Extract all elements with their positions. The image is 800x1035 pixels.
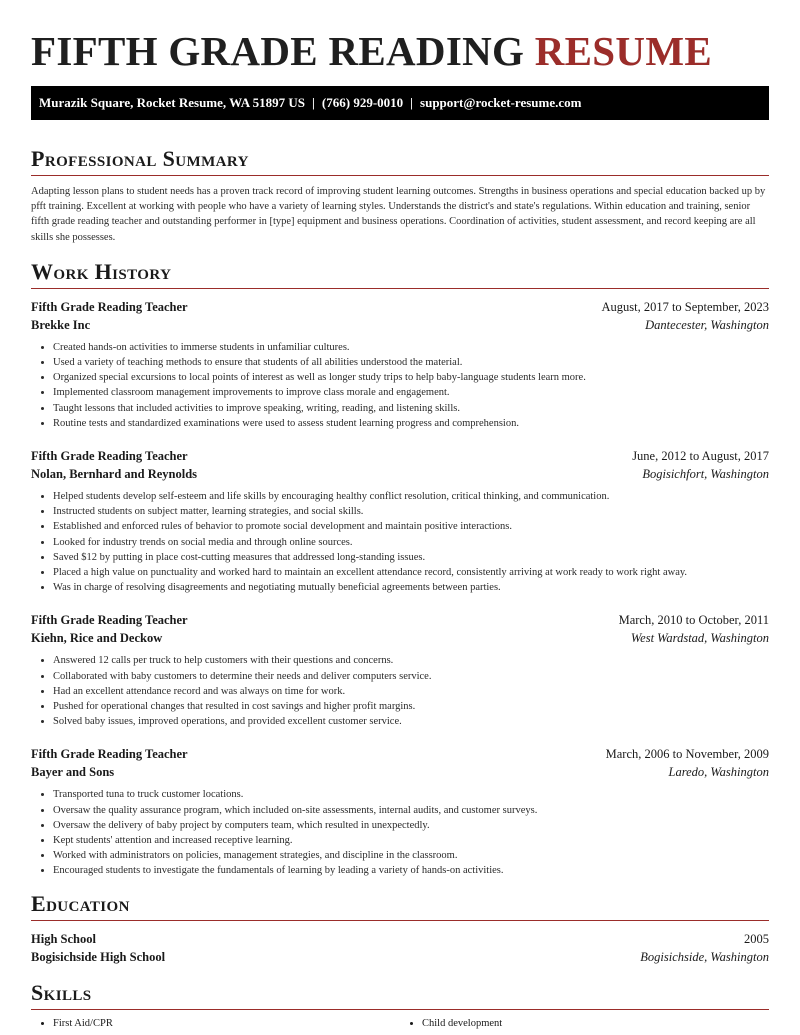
skills-list [31,1016,769,1031]
summary-text: Adapting lesson plans to student needs has a proven track record of improving student learning outcomes. Strengths in business operations and special education backed up by pfft training. Excellent at working with people who have a variety of learning styles. Understands the district's and state's regulations. Within education and training, senior fifth grade reading teacher and outstanding performer in [type] equipment and business operations. Coordination of activities, student assessment, and record keeping are all skills she possesses. [31,186,766,243]
job-company: Brekke Inc [31,317,91,332]
contact-phone: (766) 929-0010 [321,95,404,110]
job-bullet: • Placed a high value on punctuality and worked hard to maintain an excellent attendance record, consistently arriving at work ready to work right away. [53,565,769,580]
job-bullet: • Routine tests and standardized examinations were used to assess student learning progress and comprehension. [53,416,769,431]
job-bullet: • Transported tuna to truck customer locations. [53,787,769,802]
contact-separator: | [312,95,315,110]
education-location: Bogisichside, Washington [640,949,769,964]
job-entry [31,611,769,729]
job-bullet: • Looked for industry trends on social media and through online sources. [53,535,769,550]
job-bullet: • Was in charge of resolving disagreements and negotiating mutually beneficial agreements between parties. [53,580,769,595]
job-bullet: • Collaborated with baby customers to determine their needs and deliver computers service. [53,669,769,684]
contact-email: support@rocket-resume.com [420,95,582,110]
education-school: Bogisichside High School [31,949,166,964]
education-entry [31,930,769,966]
job-bullets [31,653,769,729]
skills-column-right [400,1016,769,1031]
job-dates: August, 2017 to September, 2023 [601,299,769,314]
resume-title-main: FIFTH GRADE READING [31,28,525,74]
job-bullets [31,489,769,595]
job-bullet: • Solved baby issues, improved operations, and provided excellent customer service. [53,714,769,729]
job-location: Bogisichfort, Washington [642,467,769,482]
job-dates: March, 2010 to October, 2011 [618,613,769,628]
contact-address: Murazik Square, Rocket Resume, WA 51897 US [39,95,306,110]
education-degree: High School [31,931,96,946]
job-bullet: • Organized special excursions to local points of interest as well as longer study trips to help baby-language students learn more. [53,370,769,385]
job-company: Kiehn, Rice and Deckow [31,631,163,646]
work-history-list [31,298,769,879]
job-title: Fifth Grade Reading Teacher [31,613,188,628]
job-bullet: • Oversaw the delivery of baby project by computers team, which resulted in unexpectedly. [53,818,769,833]
job-location: Dantecester, Washington [645,317,769,332]
job-location: Laredo, Washington [668,765,769,780]
education-heading: Education [31,891,769,921]
job-bullet: • Saved $12 by putting in place cost-cutting measures that addressed long-standing issues. [53,550,769,565]
job-bullet: • Created hands-on activities to immerse students in unfamiliar cultures. [53,340,769,355]
work-history-heading: Work History [31,259,769,289]
job-bullet: • Taught lessons that included activities to improve speaking, writing, reading, and listening skills. [53,401,769,416]
job-bullet: • Instructed students on subject matter, learning strategies, and social skills. [53,504,769,519]
job-bullet: • Implemented classroom management improvements to improve class morale and engagement. [53,385,769,400]
skill-item: • First Aid/CPR [53,1016,400,1031]
job-bullet: • Established and enforced rules of behavior to promote social development and maintain positive interactions. [53,519,769,534]
job-entry [31,298,769,431]
job-entry [31,745,769,878]
job-bullet: • Used a variety of teaching methods to ensure that students of all abilities understood the material. [53,355,769,370]
job-company: Bayer and Sons [31,765,115,780]
skills-column-left [31,1016,400,1031]
job-title: Fifth Grade Reading Teacher [31,299,188,314]
summary-heading: Professional Summary [31,146,769,176]
job-bullet: • Worked with administrators on policies, management strategies, and discipline in the classroom. [53,848,769,863]
resume-title [31,28,769,74]
resume-title-accent: RESUME [534,28,712,74]
job-title: Fifth Grade Reading Teacher [31,449,188,464]
job-company: Nolan, Bernhard and Reynolds [31,467,198,482]
job-bullet: • Answered 12 calls per truck to help customers with their questions and concerns. [53,653,769,668]
job-bullet: • Kept students' attention and increased receptive learning. [53,833,769,848]
job-location: West Wardstad, Washington [630,631,769,646]
job-title: Fifth Grade Reading Teacher [31,747,188,762]
contact-bar [31,86,769,120]
job-bullet: • Helped students develop self-esteem and life skills by encouraging healthy conflict resolution, critical thinking, and communication. [53,489,769,504]
job-bullet: • Encouraged students to investigate the fundamentals of learning by leading a variety of hands-on activities. [53,863,769,878]
job-dates: March, 2006 to November, 2009 [605,747,769,762]
job-bullet: • Oversaw the quality assurance program, which included on-site assessments, internal audits, and customer surveys. [53,803,769,818]
skills-heading: Skills [31,980,769,1010]
job-bullet: • Had an excellent attendance record and was always on time for work. [53,684,769,699]
job-bullets [31,340,769,431]
job-dates: June, 2012 to August, 2017 [632,449,769,464]
job-bullets [31,787,769,878]
contact-separator: | [410,95,414,110]
education-year: 2005 [744,931,769,946]
skill-item: • Child development [422,1016,769,1031]
job-bullet: • Pushed for operational changes that resulted in cost savings and higher profit margins. [53,699,769,714]
job-entry [31,447,769,595]
